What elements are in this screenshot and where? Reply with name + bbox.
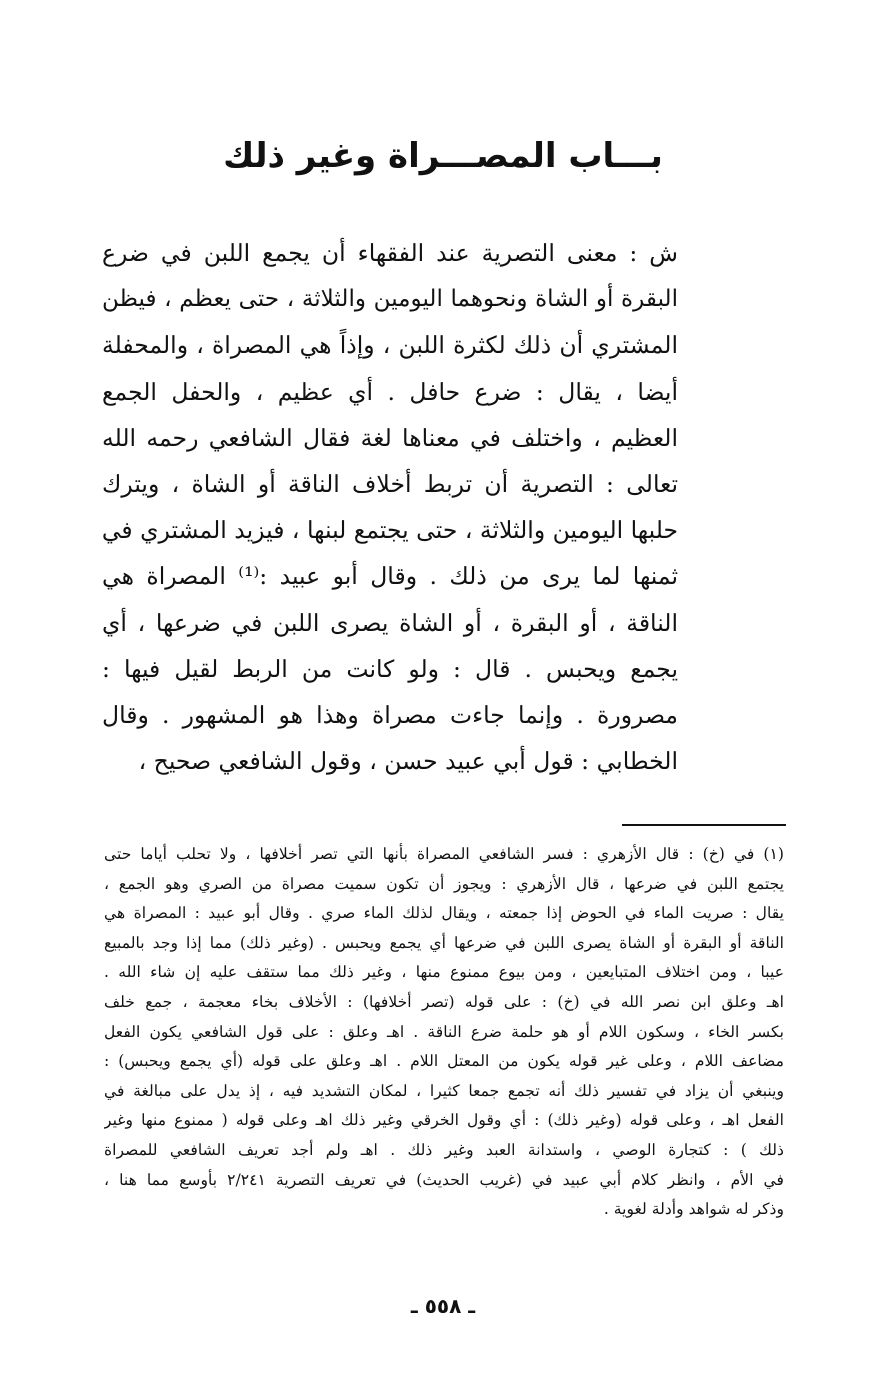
footnote-line: في الأم ، وانظر كلام أبي عبيد في (غريب الحديث) في تعريف التصرية ٢/٢٤١ بأوسع مما هنا ،: [104, 1170, 784, 1189]
footnote-line: بكسر الخاء ، وسكون اللام أو هو حلمة ضرع الناقة . اهـ وعلق : على قول الشافعي يكون الفعل: [104, 1022, 784, 1041]
main-text-line: أيضا ، يقال : ضرع حافل . أي عظيم ، والحفل الجمع: [102, 377, 678, 406]
main-text-line: يجمع ويحبس . قال : ولو كانت من الربط لقيل فيها :: [102, 654, 678, 683]
footnote-line: ذلك ) : كتجارة الوصي ، واستدانة العبد وغير ذلك . اهـ ولم أجد تعريف الشافعي للمصراة: [104, 1140, 784, 1159]
main-text-line: تعالى : التصرية أن تربط أخلاف الناقة أو الشاة ، ويترك: [102, 469, 678, 498]
footnote-line: يجتمع اللبن في ضرعها ، قال الأزهري : ويجوز أن تكون سميت مصراة من الصري وهو الجمع ،: [104, 874, 784, 893]
main-text-line: الناقة ، أو البقرة ، أو الشاة يصرى اللبن في ضرعها ، أي: [102, 608, 678, 637]
main-text-line: حلبها اليومين والثلاثة ، حتى يجتمع لبنها ، فيزيد المشتري في: [102, 516, 678, 545]
main-text-line: البقرة أو الشاة ونحوهما اليومين والثلاثة ، حتى يعظم ، فيظن: [102, 286, 678, 313]
chapter-title: بـــاب المصـــراة وغير ذلك: [223, 136, 663, 176]
footnote-line: الفعل اهـ ، وعلى قوله (وغير ذلك) : أي وقول الخرقي وغير ذلك اهـ وعلى قوله ( ممنوع منها وغير: [104, 1111, 784, 1130]
page-number: ـ ٥٥٨ ـ: [410, 1294, 476, 1318]
main-text-line: مصرورة . وإنما جاءت مصراة وهذا هو المشهور . وقال: [102, 700, 678, 729]
footnote-line: الناقة أو البقرة أو الشاة يصرى اللبن في ضرعها أي يجمع ويحبس . (وغير ذلك) مما إذا وجد بالمبيع: [104, 933, 784, 952]
footnotes: [104, 840, 784, 1225]
footnote-line: وينبغي أن يزاد في تفسير ذلك أنه تجمع جمعا كثيرا ، لمكان التشديد فيه ، إذ يدل على مبالغة في: [104, 1081, 784, 1100]
footnote-line: اهـ وعلق ابن نصر الله في (خ) : على قوله (تصر أخلافها) : الأخلاف بخاء معجمة ، جمع خلف: [104, 992, 784, 1011]
footnote-line: يقال : صريت الماء في الحوض إذا جمعته ، ويقال لذلك الماء صري . وقال أبو عبيد : المصراة هي: [104, 904, 784, 923]
main-text-line: المشتري أن ذلك لكثرة اللبن ، وإذاً هي المصراة ، والمحفلة: [102, 331, 678, 360]
footnote-line: عيبا ، ومن اختلاف المتبايعين ، ومن بيوع ممنوع منها ، وغير ذلك مما ستقف عليه إن شاء الله .: [104, 963, 784, 982]
main-text-line: ثمنها لما يرى من ذلك . وقال أبو عبيد :⁽¹⁾ المصراة هي: [102, 562, 678, 591]
main-text-line: ش : معنى التصرية عند الفقهاء أن يجمع اللبن في ضرع: [102, 239, 678, 267]
main-text-line: العظيم ، واختلف في معناها لغة فقال الشافعي رحمه الله: [102, 423, 678, 452]
footnote-line: وذكر له شواهد وأدلة لغوية .: [603, 1200, 784, 1219]
main-text-line: الخطابي : قول أبي عبيد حسن ، وقول الشافعي صحيح ،: [138, 747, 678, 776]
footnote-line: مضاعف اللام ، وعلى غير قوله يكون من المعتل اللام . اهـ وعلق على قوله (أي يجمع ويحبس) :: [104, 1052, 784, 1071]
footnote-line: (١) في (خ) : قال الأزهري : فسر الشافعي المصراة بأنها التي تصر أخلافها ، ولا تحلب أياما حتى: [104, 845, 784, 863]
main-text: [102, 230, 678, 784]
footnote-separator: [622, 824, 786, 826]
